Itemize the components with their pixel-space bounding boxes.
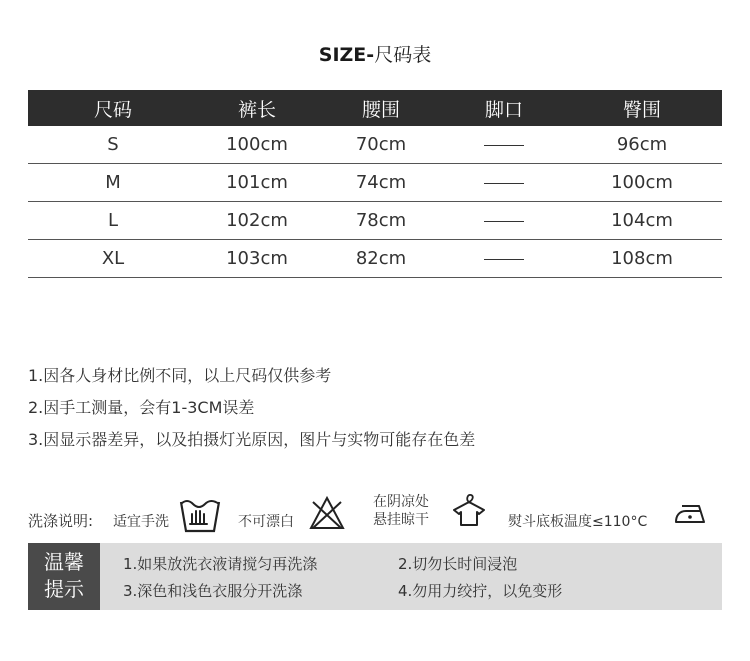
dash-line [484, 145, 524, 146]
cell-hip: 100cm [562, 164, 722, 202]
no-bleach-icon [309, 496, 345, 530]
header-waist: 腰围 [316, 90, 446, 126]
dash-line [484, 259, 524, 260]
dry-label-line1: 在阴凉处 [373, 494, 429, 510]
tips-box [28, 543, 722, 610]
table-row [28, 240, 722, 278]
cell-hip: 96cm [562, 126, 722, 164]
cell-waist: 70cm [316, 126, 446, 164]
cell-size: S [28, 126, 198, 164]
cell-waist: 82cm [316, 240, 446, 278]
iron-icon [673, 504, 707, 526]
cell-hem [446, 164, 562, 202]
cell-hem [446, 240, 562, 278]
wash-instructions [28, 488, 722, 538]
header-hip: 臀围 [562, 90, 722, 126]
cell-length: 103cm [198, 240, 316, 278]
hand-wash-icon [178, 494, 222, 534]
cell-hip: 104cm [562, 202, 722, 240]
tip-item: 1.如果放洗衣液请搅匀再洗涤 [123, 555, 318, 573]
size-table-header [28, 90, 722, 126]
cell-hem [446, 126, 562, 164]
cell-length: 102cm [198, 202, 316, 240]
cell-hip: 108cm [562, 240, 722, 278]
dash-line [484, 183, 524, 184]
page-title [0, 42, 750, 68]
title-cn: 尺码表 [374, 44, 432, 66]
table-row [28, 202, 722, 240]
wash-label: 洗涤说明: [28, 512, 94, 530]
note-item: 3.因显示器差异，以及拍摄灯光原因，图片与实物可能存在色差 [28, 430, 476, 449]
hand-wash-label: 适宜手洗 [113, 514, 169, 530]
header-length: 裤长 [198, 90, 316, 126]
cell-waist: 78cm [316, 202, 446, 240]
iron-label: 熨斗底板温度≤110°C [508, 514, 648, 530]
cell-length: 100cm [198, 126, 316, 164]
cell-size: XL [28, 240, 198, 278]
note-item: 2.因手工测量，会有1-3CM误差 [28, 398, 255, 417]
dash-line [484, 221, 524, 222]
no-bleach-label: 不可漂白 [238, 514, 294, 530]
notes-list [28, 362, 475, 458]
table-row [28, 126, 722, 164]
note-item: 1.因各人身材比例不同，以上尺码仅供参考 [28, 366, 332, 385]
cell-size: M [28, 164, 198, 202]
tip-item: 3.深色和浅色衣服分开洗涤 [123, 582, 303, 600]
size-table [28, 90, 722, 278]
tip-item: 2.切勿长时间浸泡 [398, 555, 518, 573]
tip-item: 4.勿用力绞拧，以免变形 [398, 582, 563, 600]
header-size: 尺码 [28, 90, 198, 126]
tips-label-line1: 温馨 [44, 550, 84, 574]
cell-hem [446, 202, 562, 240]
cell-waist: 74cm [316, 164, 446, 202]
title-en: SIZE- [318, 44, 375, 66]
tips-label [28, 543, 100, 610]
header-hem: 脚口 [446, 90, 562, 126]
dry-label-line2: 悬挂晾干 [373, 512, 429, 528]
cell-length: 101cm [198, 164, 316, 202]
cell-size: L [28, 202, 198, 240]
hang-dry-icon [450, 490, 488, 528]
tips-label-line2: 提示 [44, 577, 84, 601]
table-row [28, 164, 722, 202]
